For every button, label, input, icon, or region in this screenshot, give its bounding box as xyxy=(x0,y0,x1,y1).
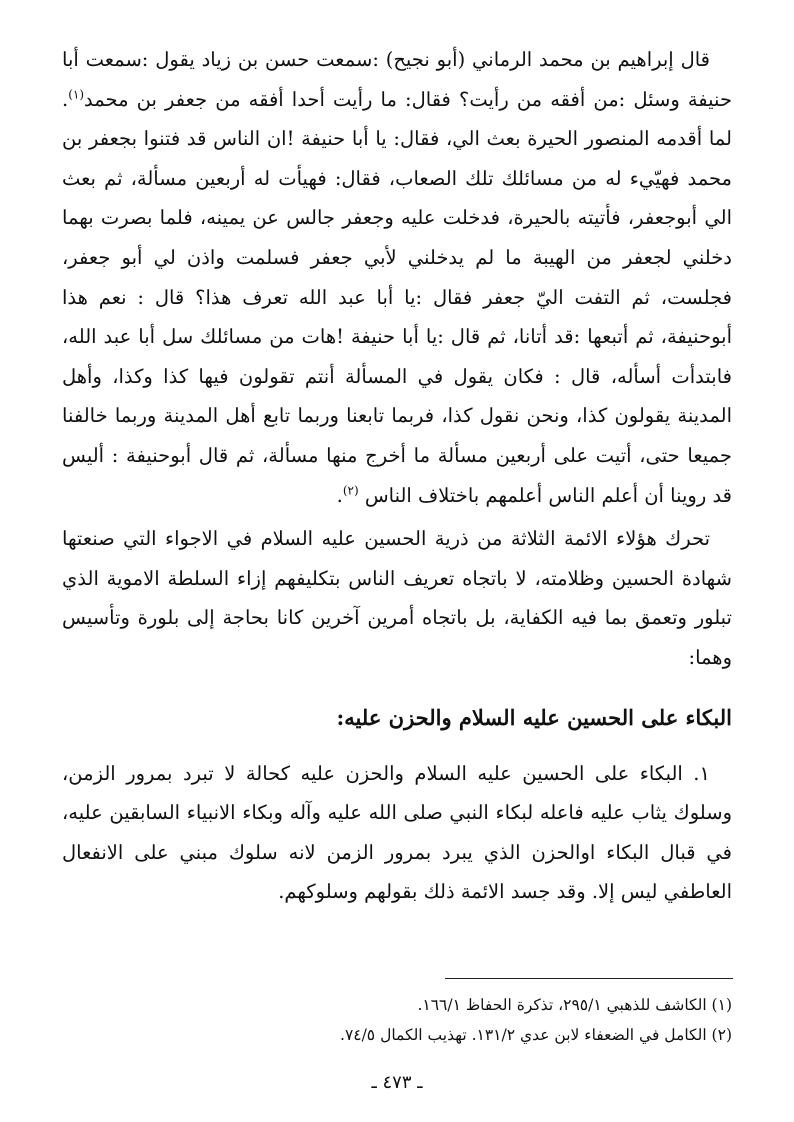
paragraph-1-text: قال إبراهيم بن محمد الرماني (أبو نجيح) :سمعت حسن بن زياد يقول :سمعت أبا حنيفة وسئل :من أفقه من رأيت؟ فقال: ما رأيت أحدا أفقه من جعفر بن محمد xyxy=(62,48,732,111)
footnote-1: (١) الكاشف للذهبي ٢٩٥/١، تذكرة الحفاظ ١٦٦/١. xyxy=(417,996,732,1014)
page-number: ـ ٤٧٣ ـ xyxy=(371,1072,423,1093)
paragraph-1 xyxy=(62,40,732,515)
footnote-2: (٢) الكامل في الضعفاء لابن عدي ١٣١/٢. تهذيب الكمال ٧٤/٥. xyxy=(340,1026,732,1044)
paragraph-2: تحرك هؤلاء الائمة الثلاثة من ذرية الحسين عليه السلام في الاجواء التي صنعتها شهادة الحسين وظلامته، لا باتجاه تعريف الناس بتكليفهم إزاء السلطة الاموية الذي تبلور وتعمق بما فيه الكفاية، بل باتجاه أمرين آخرين كانا بحاجة إلى بلورة وتأسيس وهما: xyxy=(62,527,732,669)
footnote-divider xyxy=(445,978,733,979)
paragraph-1-text-continued: . لما أقدمه المنصور الحيرة بعث الي، فقال: يا أبا حنيفة !ان الناس قد فتنوا بجعفر بن محمد فهيّيء له من مسائلك تلك الصعاب، فقال: فهيأت له أربعين مسألة، ثم بعث الي أبوجعفر، فأتيته بالحيرة، فدخلت عليه وجعفر جالس عن يمينه، فلما بصرت بهما دخلني لجعفر من الهيبة ما لم يدخلني لأبي جعفر فسلمت واذن لي أبو جعفر، فجلست، ثم التفت اليّ جعفر فقال :يا أبا عبد الله تعرف هذا؟ قال : نعم هذا أبوحنيفة، ثم أتبعها :قد أتانا، ثم قال :يا أبا حنيفة !هات من مسائلك سل أبا عبد الله، فابتدأت أسأله، قال : فكان يقول في المسألة أنتم تقولون فيها كذا وكذا، وأهل المدينة يقولون كذا، ونحن نقول كذا، فربما تابعنا وربما تابع أهل المدينة وربما خالفنا جميعا حتى، أتيت على أربعين مسألة ما أخرج منها مسألة، ثم قال أبوحنيفة : أليس قد روينا أن أعلم الناس أعلمهم باختلاف الناس xyxy=(62,87,732,507)
paragraph-3: ١. البكاء على الحسين عليه السلام والحزن عليه كحالة لا تبرد بمرور الزمن، وسلوك يثاب عليه فاعله لبكاء النبي صلى الله عليه وآله وبكاء الانبياء السابقين عليه، في قبال البكاء اوالحزن الذي يبرد بمرور الزمن لانه سلوك مبني على الانفعال العاطفي ليس إلا. وقد جسد الائمة ذلك بقولهم وسلوكهم. xyxy=(62,761,732,904)
footnote-ref-2[interactable]: (٢) xyxy=(342,483,359,498)
section-heading: البكاء على الحسين عليه السلام والحزن عليه: xyxy=(336,704,732,730)
paragraph-1-text-end: . xyxy=(336,483,343,507)
footnotes xyxy=(62,990,732,1050)
footnote-ref-1[interactable]: (١) xyxy=(68,87,85,102)
